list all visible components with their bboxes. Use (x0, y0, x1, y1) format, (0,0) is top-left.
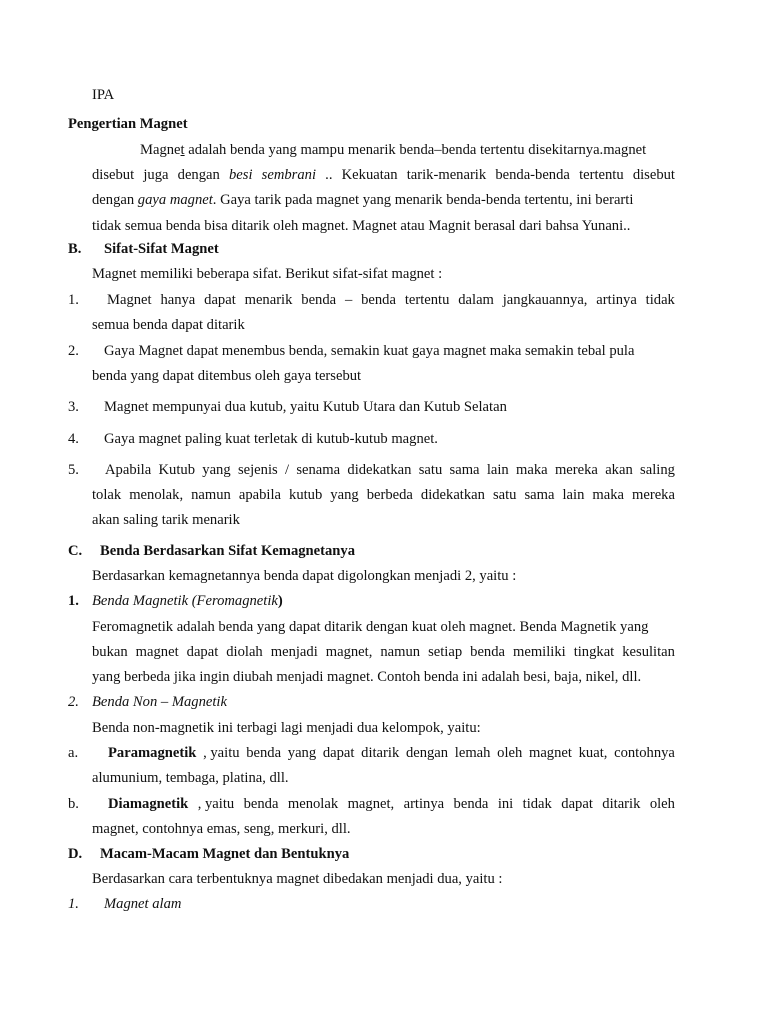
list-item-line: Magnet alam (104, 896, 182, 912)
section-c-marker: C. (68, 543, 83, 559)
list-number: 5. (68, 462, 79, 478)
section-c-heading: Benda Berdasarkan Sifat Kemagnetanya (100, 543, 355, 559)
list-item-line: benda yang dapat ditembus oleh gaya tersebut (92, 368, 362, 384)
list-marker: b. (68, 796, 79, 812)
list-number: 1. (68, 292, 79, 308)
list-marker: a. (68, 745, 79, 761)
paragraph-line: yang berbeda jika ingin diubah menjadi magnet. Contoh benda ini adalah besi, baja, nikel, dll. (92, 669, 642, 685)
section-c-lead: Berdasarkan kemagnetannya benda dapat digolongkan menjadi 2, yaitu : (92, 568, 517, 584)
intro-line-4: tidak semua benda bisa ditarik oleh magnet. Magnet atau Magnit berasal dari bahsa Yunani.. (92, 218, 631, 234)
list-item-line: akan saling tarik menarik (92, 512, 240, 528)
list-item-line: Apabila Kutub yang sejenis / senama didekatkan satu sama lain maka mereka akan saling (105, 462, 675, 478)
list-item-line: semua benda dapat ditarik (92, 317, 245, 333)
list-item-line: tolak menolak, namun apabila kutub yang berbeda didekatkan satu sama lain maka mereka (92, 487, 675, 503)
section-d-heading: Macam-Macam Magnet dan Bentuknya (100, 846, 350, 862)
section-b-marker: B. (68, 241, 82, 257)
paragraph-line: bukan magnet dapat diolah menjadi magnet, namun setiap benda memiliki tingkat kesulitan (92, 644, 675, 660)
page-title: Pengertian Magnet (68, 116, 188, 132)
list-item-line: Magnet mempunyai dua kutub, yaitu Kutub Utara dan Kutub Selatan (104, 399, 507, 415)
list-number: 2. (68, 694, 79, 710)
list-item-line: magnet, contohnya emas, seng, merkuri, dll. (92, 821, 351, 837)
section-d-marker: D. (68, 846, 83, 862)
list-number: 1. (68, 896, 79, 912)
list-item-line: Diamagnetik , yaitu benda menolak magnet, artinya benda ini tidak dapat ditarik oleh (108, 796, 675, 812)
list-number: 4. (68, 431, 79, 447)
section-b-lead: Magnet memiliki beberapa sifat. Berikut sifat-sifat magnet : (92, 266, 443, 282)
list-item-line: Paramagnetik , yaitu benda yang dapat ditarik dengan lemah oleh magnet kuat, contohnya (108, 745, 675, 761)
list-item-line: Gaya magnet paling kuat terletak di kutub-kutub magnet. (104, 431, 438, 447)
list-number: 3. (68, 399, 79, 415)
paragraph-line: Benda non-magnetik ini terbagi lagi menjadi dua kelompok, yaitu: (92, 720, 481, 736)
subsection-title: Benda Magnetik (Feromagnetik) (92, 593, 283, 609)
paragraph-line: Feromagnetik adalah benda yang dapat ditarik dengan kuat oleh magnet. Benda Magnetik yang (92, 619, 649, 635)
subsection-title: Benda Non – Magnetik (92, 694, 227, 710)
intro-line-2: disebut juga dengan besi sembrani .. Kekuatan tarik-menarik benda-benda tertentu disebut (92, 167, 675, 183)
intro-line-1: Magnet adalah benda yang mampu menarik benda–benda tertentu disekitarnya.magnet (140, 142, 647, 158)
subject-label: IPA (92, 87, 115, 103)
list-number: 2. (68, 343, 79, 359)
section-d-lead: Berdasarkan cara terbentuknya magnet dibedakan menjadi dua, yaitu : (92, 871, 503, 887)
list-item-line: Magnet hanya dapat menarik benda – benda tertentu dalam jangkauannya, artinya tidak (107, 292, 675, 308)
list-number: 1. (68, 593, 79, 609)
list-item-line: alumunium, tembaga, platina, dll. (92, 770, 289, 786)
intro-line-3: dengan gaya magnet. Gaya tarik pada magnet yang menarik benda-benda tertentu, ini berarti (92, 192, 634, 208)
section-b-heading: Sifat-Sifat Magnet (104, 241, 219, 257)
list-item-line: Gaya Magnet dapat menembus benda, semakin kuat gaya magnet maka semakin tebal pula (104, 343, 635, 359)
